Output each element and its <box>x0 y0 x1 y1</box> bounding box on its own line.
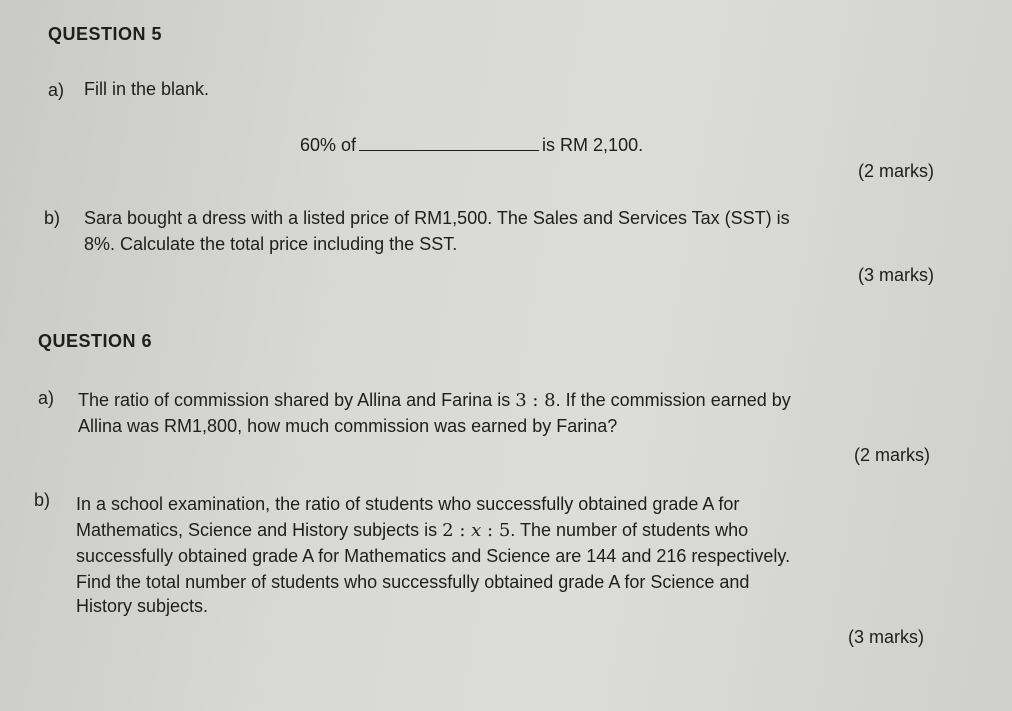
q6b-ratio-x: x <box>471 520 482 541</box>
question-6-title: QUESTION 6 <box>38 331 153 351</box>
q6a-line1-after: . If the commission earned by <box>555 390 791 410</box>
q6b-ratio-b: : 5 <box>487 520 511 541</box>
q6a-line1 <box>78 388 791 413</box>
q6a-line1-before: The ratio of commission shared by Allina and Farina is <box>78 390 511 410</box>
q6a-label: a) <box>38 388 55 408</box>
q6b-ratio <box>442 520 510 541</box>
q5b-line2: 8%. Calculate the total price including the SST. <box>84 234 458 254</box>
q5a-marks: (2 marks) <box>858 161 934 181</box>
q5b-marks: (3 marks) <box>858 265 934 285</box>
q6a-line2: Allina was RM1,800, how much commission was earned by Farina? <box>78 416 618 436</box>
q5a-label: a) <box>48 80 65 100</box>
q5a-expr-before: 60% of <box>300 135 357 155</box>
q6b-line2-before: Mathematics, Science and History subjects is <box>76 520 438 540</box>
q6b-label: b) <box>34 490 51 510</box>
q6b-line3: successfully obtained grade A for Mathematics and Science are 144 and 216 respectively. <box>76 546 791 566</box>
q6a-marks: (2 marks) <box>854 445 930 465</box>
q6a-ratio: 3 : 8 <box>515 390 556 411</box>
q5b-line1: Sara bought a dress with a listed price of RM1,500. The Sales and Services Tax (SST) is <box>84 208 790 228</box>
q6b-ratio-a: 2 : <box>442 520 466 541</box>
q6b-line5: History subjects. <box>76 596 209 616</box>
q5b-label: b) <box>44 208 61 228</box>
q6b-line4: Find the total number of students who successfully obtained grade A for Science and <box>76 572 750 592</box>
question-5-title: QUESTION 5 <box>48 24 163 44</box>
q6b-line2 <box>76 518 748 543</box>
q5a-expr-after: is RM 2,100. <box>542 135 644 155</box>
q6b-line2-after: . The number of students who <box>510 520 749 540</box>
q6b-line1: In a school examination, the ratio of students who successfully obtained grade A for <box>76 494 740 514</box>
q5a-expression <box>300 133 643 157</box>
q5a-instruction: Fill in the blank. <box>84 79 210 99</box>
q5a-blank <box>359 134 539 151</box>
q6b-marks: (3 marks) <box>848 627 924 647</box>
